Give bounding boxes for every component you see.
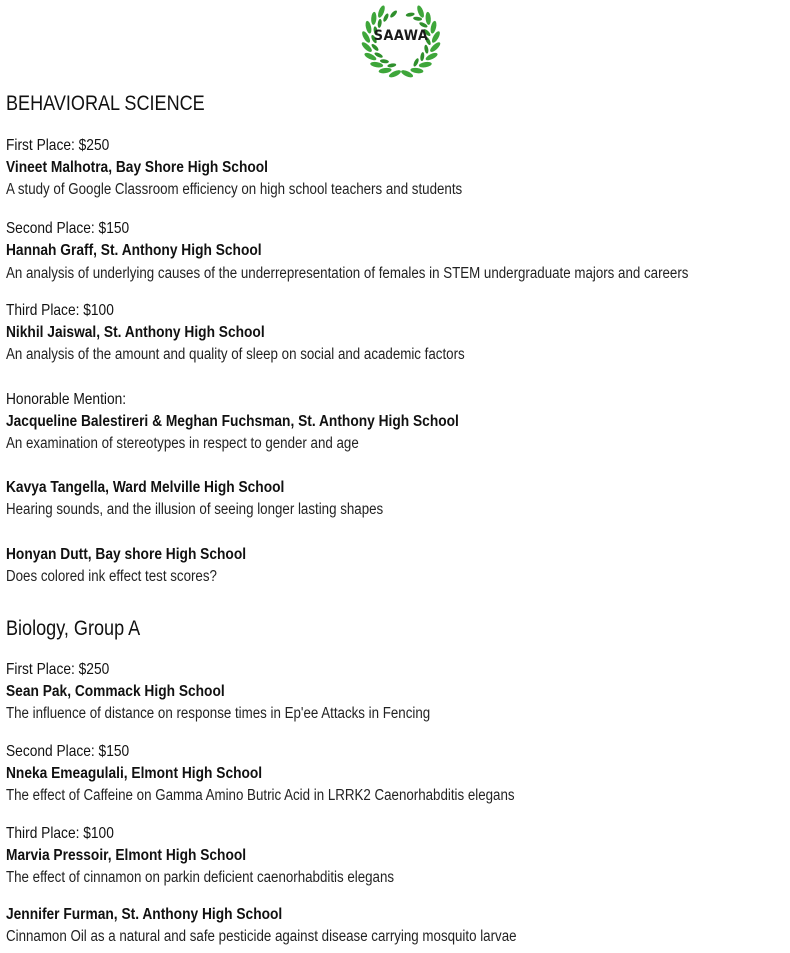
laurel-leaf xyxy=(382,13,389,23)
entry-name: Jennifer Furman, St. Anthony High School xyxy=(6,906,283,923)
entry-place: Third Place: $100 xyxy=(6,302,114,319)
laurel-leaf xyxy=(424,44,429,54)
entry-place: Second Place: $150 xyxy=(6,220,130,237)
entry-description: Hearing sounds, and the illusion of seeing longer lasting shapes xyxy=(6,501,384,518)
entry-name: Jacqueline Balestireri & Meghan Fuchsman, St. Anthony High School xyxy=(6,413,459,430)
laurel-leaf xyxy=(380,59,389,64)
entry-name: Hannah Graff, St. Anthony High School xyxy=(6,242,262,259)
saawa-logo xyxy=(357,0,445,82)
section-heading-behavioral-science: BEHAVIORAL SCIENCE xyxy=(6,92,205,115)
entry-place: First Place: $250 xyxy=(6,661,110,678)
entry-description: The effect of cinnamon on parkin deficient caenorhabditis elegans xyxy=(6,869,395,886)
entry-description: A study of Google Classroom efficiency on high school teachers and students xyxy=(6,181,463,198)
laurel-leaf xyxy=(377,19,382,28)
laurel-leaf xyxy=(420,52,425,61)
entry-name: Vineet Malhotra, Bay Shore High School xyxy=(6,159,269,176)
entry-description: An analysis of underlying causes of the underrepresentation of females in STEM undergraduate majors and careers xyxy=(6,265,689,282)
entry-description: Cinnamon Oil as a natural and safe pesticide against disease carrying mosquito larvae xyxy=(6,928,517,945)
entry-name: Nikhil Jaiswal, St. Anthony High School xyxy=(6,324,265,341)
entry-place: Second Place: $150 xyxy=(6,743,130,760)
laurel-leaf xyxy=(418,61,432,68)
entry-description: The effect of Caffeine on Gamma Amino Butric Acid in LRRK2 Caenorhabditis elegans xyxy=(6,787,515,804)
laurel-leaf xyxy=(413,16,422,21)
entry-place: Honorable Mention: xyxy=(6,391,127,408)
entry-place: Third Place: $100 xyxy=(6,825,114,842)
laurel-leaf xyxy=(371,12,377,25)
entry-description: Does colored ink effect test scores? xyxy=(6,568,217,585)
laurel-leaf xyxy=(416,5,426,19)
entry-name: Kavya Tangella, Ward Melville High School xyxy=(6,479,285,496)
entry-name: Sean Pak, Commack High School xyxy=(6,683,225,700)
laurel-leaf xyxy=(410,67,424,74)
entry-description: The influence of distance on response times in Ep'ee Attacks in Fencing xyxy=(6,705,431,722)
entry-description: An analysis of the amount and quality of sleep on social and academic factors xyxy=(6,346,465,363)
entry-place: First Place: $250 xyxy=(6,137,110,154)
laurel-leaf xyxy=(412,58,419,68)
laurel-leaf xyxy=(425,12,431,25)
laurel-leaf xyxy=(387,63,397,68)
entry-description: An examination of stereotypes in respect to gender and age xyxy=(6,435,359,452)
entry-name: Honyan Dutt, Bay shore High School xyxy=(6,546,247,563)
laurel-leaf xyxy=(378,67,392,74)
logo-text: SAAWA xyxy=(373,28,429,44)
laurel-leaf xyxy=(405,12,415,17)
laurel-leaf xyxy=(389,9,398,18)
entry-name: Nneka Emeagulali, Elmont High School xyxy=(6,765,263,782)
entry-name: Marvia Pressoir, Elmont High School xyxy=(6,847,247,864)
section-heading-biology-group-a: Biology, Group A xyxy=(6,617,141,640)
